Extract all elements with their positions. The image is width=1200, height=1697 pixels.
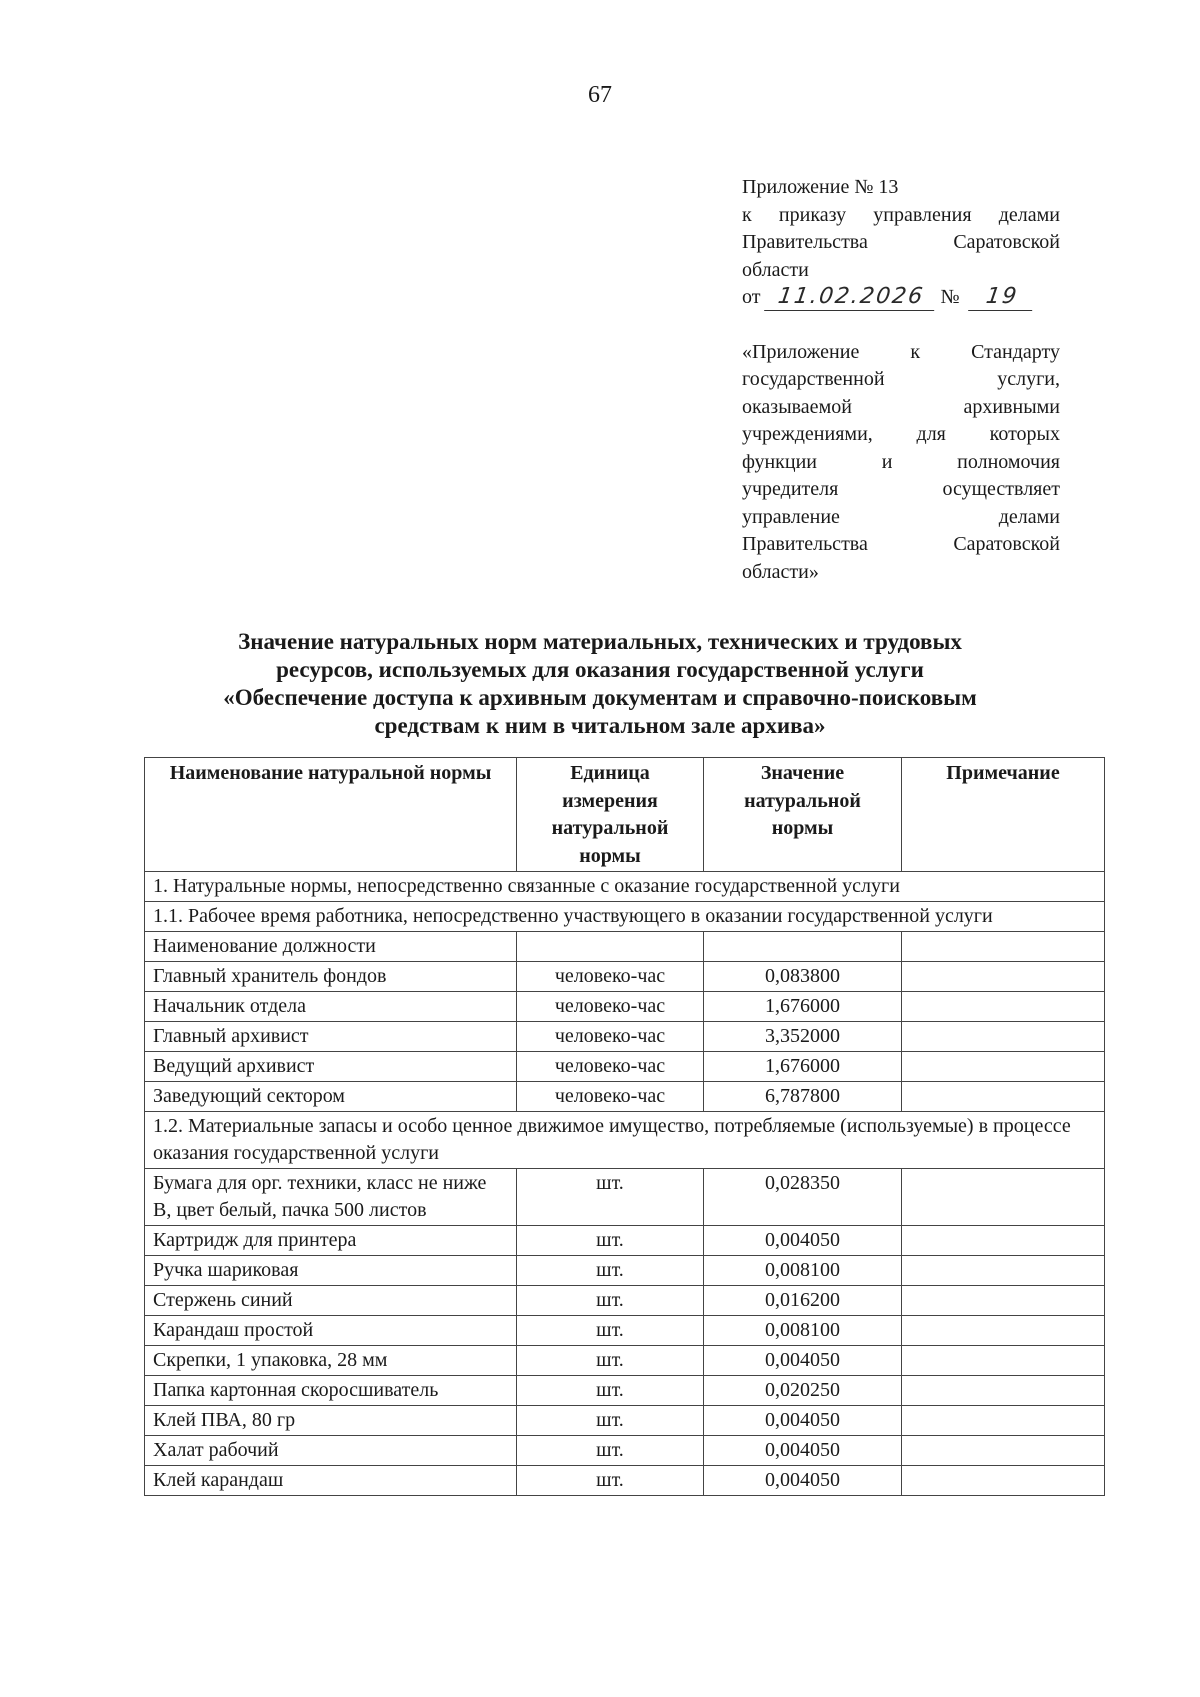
- row-unit-cell: шт.: [517, 1436, 704, 1466]
- subsection-title: 1.1. Рабочее время работника, непосредственно участвующего в оказании государственной услуги: [145, 902, 1105, 932]
- row-name-cell: Главный архивист: [145, 1022, 517, 1052]
- standard-line: управление делами: [742, 505, 1060, 528]
- table-row: [145, 1346, 1105, 1376]
- order-date-line: [742, 284, 1060, 312]
- table-row: [145, 1052, 1105, 1082]
- row-name-cell: Картридж для принтера: [145, 1226, 517, 1256]
- row-note-cell: [902, 1376, 1105, 1406]
- standard-line: «Приложение к Стандарту: [742, 340, 1060, 363]
- row-value-cell: 0,004050: [704, 1466, 902, 1496]
- row-unit-cell: шт.: [517, 1226, 704, 1256]
- table-row: [145, 1406, 1105, 1436]
- table-row: [145, 1286, 1105, 1316]
- row-value-cell: 0,004050: [704, 1346, 902, 1376]
- row-name-cell: Скрепки, 1 упаковка, 28 мм: [145, 1346, 517, 1376]
- row-note-cell: [902, 1226, 1105, 1256]
- row-unit-cell: шт.: [517, 1376, 704, 1406]
- row-value-cell: 0,004050: [704, 1226, 902, 1256]
- row-value-cell: 0,083800: [704, 962, 902, 992]
- appendix-line: Правительства Саратовской: [742, 231, 1060, 253]
- table-row: [145, 1436, 1105, 1466]
- row-name-cell: Ведущий архивист: [145, 1052, 517, 1082]
- row-unit-cell: шт.: [517, 1406, 704, 1436]
- standard-line: функции и полномочия: [742, 450, 1060, 473]
- table-body: [145, 872, 1105, 1496]
- row-value-cell: 0,008100: [704, 1256, 902, 1286]
- row-value-cell: 6,787800: [704, 1082, 902, 1112]
- row-value-cell: 1,676000: [704, 992, 902, 1022]
- row-value-cell: 0,004050: [704, 1406, 902, 1436]
- row-name-cell: Клей карандаш: [145, 1466, 517, 1496]
- row-note-cell: [902, 992, 1105, 1022]
- row-unit-cell: шт.: [517, 1466, 704, 1496]
- appendix-line: к приказу управления делами: [742, 203, 1060, 226]
- row-note-cell: [902, 1286, 1105, 1316]
- appendix-title: Приложение № 13: [742, 176, 899, 198]
- column-header-name: Наименование натуральной нормы: [145, 758, 517, 872]
- number-sign: №: [940, 286, 960, 308]
- standard-line: государственной услуги,: [742, 368, 1060, 390]
- date-prefix: от: [742, 286, 761, 308]
- row-value-cell: 3,352000: [704, 1022, 902, 1052]
- standard-line: учредителя осуществляет: [742, 478, 1060, 500]
- row-note-cell: [902, 1169, 1105, 1226]
- row-value-cell: 0,028350: [704, 1169, 902, 1226]
- row-name-cell: Бумага для орг. техники, класс не ниже В, цвет белый, пачка 500 листов: [145, 1169, 517, 1226]
- standard-line: учреждениями, для которых: [742, 423, 1060, 445]
- row-unit-cell: человеко-час: [517, 992, 704, 1022]
- table-row: [145, 1022, 1105, 1052]
- column-header-unit: Единица измерения натуральной нормы: [517, 758, 704, 872]
- row-unit-cell: человеко-час: [517, 1082, 704, 1112]
- appendix-line: области: [742, 258, 809, 281]
- row-unit-cell: шт.: [517, 1169, 704, 1226]
- row-note-cell: [902, 1406, 1105, 1436]
- table-row: [145, 1316, 1105, 1346]
- table-row: [145, 1256, 1105, 1286]
- row-note-cell: [902, 1316, 1105, 1346]
- empty-cell: [517, 932, 704, 962]
- row-name-cell: Клей ПВА, 80 гр: [145, 1406, 517, 1436]
- subsection-row: [145, 1112, 1105, 1169]
- row-unit-cell: шт.: [517, 1286, 704, 1316]
- column-header-value: Значение натуральной нормы: [704, 758, 902, 872]
- norms-table: [144, 757, 1105, 1496]
- title-line: Значение натуральных норм материальных, технических и трудовых: [238, 629, 962, 654]
- row-unit-cell: человеко-час: [517, 962, 704, 992]
- row-unit-cell: шт.: [517, 1346, 704, 1376]
- section-row: [145, 872, 1105, 902]
- handwritten-number: 19: [968, 284, 1036, 311]
- row-note-cell: [902, 1466, 1105, 1496]
- row-note-cell: [902, 1052, 1105, 1082]
- handwritten-date: 11.02.2026: [765, 284, 939, 311]
- table-row: [145, 1169, 1105, 1226]
- table-row: [145, 1226, 1105, 1256]
- section-title: 1. Натуральные нормы, непосредственно связанные с оказание государственной услуги: [145, 872, 1105, 902]
- row-value-cell: 0,016200: [704, 1286, 902, 1316]
- row-name-cell: Карандаш простой: [145, 1316, 517, 1346]
- row-note-cell: [902, 1082, 1105, 1112]
- row-note-cell: [902, 1436, 1105, 1466]
- row-name-cell: Папка картонная скоросшиватель: [145, 1376, 517, 1406]
- position-header-cell: Наименование должности: [145, 932, 517, 962]
- subsection-row: [145, 902, 1105, 932]
- row-value-cell: 1,676000: [704, 1052, 902, 1082]
- standard-line: области»: [742, 560, 819, 583]
- table-header-row: [145, 758, 1105, 872]
- row-note-cell: [902, 1346, 1105, 1376]
- standard-reference: [742, 339, 1060, 587]
- table-row: [145, 962, 1105, 992]
- row-value-cell: 0,020250: [704, 1376, 902, 1406]
- title-line: средствам к ним в читальном зале архива»: [374, 713, 826, 738]
- row-name-cell: Ручка шариковая: [145, 1256, 517, 1286]
- row-name-cell: Заведующий сектором: [145, 1082, 517, 1112]
- subsection-title: 1.2. Материальные запасы и особо ценное движимое имущество, потребляемые (используемые) в процессе оказания государственной услуги: [145, 1112, 1105, 1169]
- empty-cell: [704, 932, 902, 962]
- title-line: «Обеспечение доступа к архивным документам и справочно-поисковым: [223, 685, 977, 710]
- row-name-cell: Стержень синий: [145, 1286, 517, 1316]
- row-unit-cell: шт.: [517, 1256, 704, 1286]
- column-header-note: Примечание: [902, 758, 1105, 872]
- row-unit-cell: человеко-час: [517, 1022, 704, 1052]
- row-value-cell: 0,004050: [704, 1436, 902, 1466]
- standard-line: Правительства Саратовской: [742, 533, 1060, 555]
- row-name-cell: Главный хранитель фондов: [145, 962, 517, 992]
- table-row: [145, 932, 1105, 962]
- row-unit-cell: шт.: [517, 1316, 704, 1346]
- page-number: 67: [588, 82, 612, 108]
- row-name-cell: Начальник отдела: [145, 992, 517, 1022]
- row-note-cell: [902, 1022, 1105, 1052]
- table-row: [145, 992, 1105, 1022]
- row-unit-cell: человеко-час: [517, 1052, 704, 1082]
- table-row: [145, 1082, 1105, 1112]
- standard-line: оказываемой архивными: [742, 395, 1060, 418]
- document-title: [150, 628, 1050, 740]
- table-row: [145, 1466, 1105, 1496]
- row-name-cell: Халат рабочий: [145, 1436, 517, 1466]
- empty-cell: [902, 932, 1105, 962]
- row-note-cell: [902, 1256, 1105, 1286]
- title-line: ресурсов, используемых для оказания государственной услуги: [276, 657, 924, 682]
- row-value-cell: 0,008100: [704, 1316, 902, 1346]
- appendix-block: [742, 174, 1060, 586]
- row-note-cell: [902, 962, 1105, 992]
- table-row: [145, 1376, 1105, 1406]
